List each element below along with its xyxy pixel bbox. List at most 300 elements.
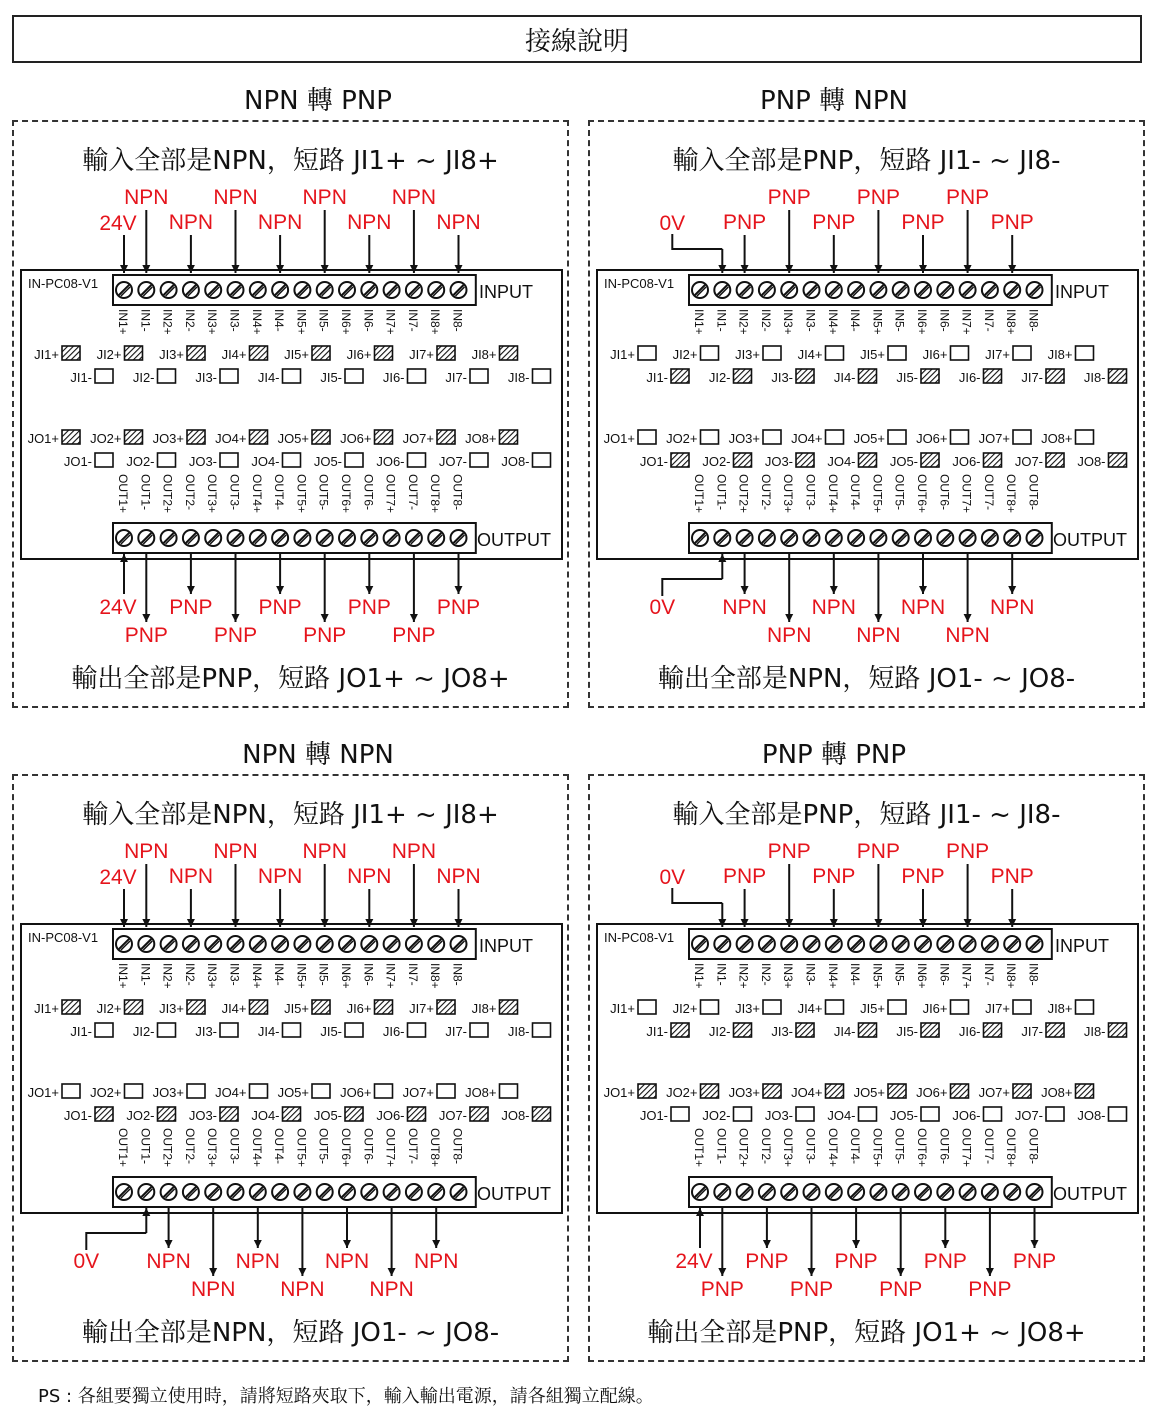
input-terminal-label: IN6- [937,309,952,332]
jumper-box [826,1084,844,1098]
jumper-label: JI4- [257,1024,280,1039]
input-terminal-label: IN2+ [160,963,175,989]
input-signal-label: NPN [302,186,347,209]
output-signal-arrow-head [388,1268,396,1276]
input-terminal-screw-15 [1004,282,1020,298]
input-terminal-screw-12 [937,282,953,298]
wiring-diagram [14,776,567,1360]
jumper-label: JI1- [646,370,668,385]
jumper-ji-plus [1048,346,1094,362]
output-terminal-screw-16 [451,1184,467,1200]
input-signal-label: NPN [257,211,303,234]
jumper-label: JO5- [313,1108,342,1123]
jumper-box [533,453,551,467]
jumper-label: JI8- [507,1024,530,1039]
jumper-label: JI7+ [409,1001,434,1016]
jumper-label: JI2+ [672,347,698,362]
jumper-jo-minus [890,453,939,469]
input-terminal-screw-10 [893,936,909,952]
input-terminal-label: IN2- [182,963,197,986]
jumper-box [1046,453,1064,467]
output-signal-label: NPN [369,1278,414,1301]
output-terminal-screw-7 [250,530,266,546]
output-signal-label: PNP [923,1250,967,1273]
output-terminal-label: OUT6- [937,474,952,510]
jumper-box [437,1084,455,1098]
jumper-jo-plus [403,430,455,446]
jumper-label: JO4+ [215,431,247,446]
jumper-box [158,1107,176,1121]
input-terminal-label: IN3- [803,963,818,986]
output-signal-arrow-head [897,1268,905,1276]
jumper-label: JI5- [896,370,918,385]
jumper-box [187,1000,205,1014]
output-terminal-label: OUT1+ [692,1128,706,1168]
jumper-label: JI8- [507,370,530,385]
output-terminal-screw-2 [714,530,730,546]
jumper-jo-minus [126,1107,175,1123]
jumper-box [701,430,719,444]
output-signal-arrow-head [142,614,150,622]
jumper-ji-plus [735,346,781,362]
input-terminal-screw-5 [205,936,221,952]
jumper-label: JI2- [708,370,731,385]
input-signal-label: PNP [901,865,945,888]
input-terminal-label: IN8- [450,309,465,332]
jumper-label: JO8+ [1041,431,1073,446]
output-signal-label: PNP [1012,1250,1057,1273]
jumper-box [250,1000,268,1014]
jumper-label: JO2- [126,454,155,469]
jumper-box [796,1023,814,1037]
output-terminal-label: OUT3- [803,1128,818,1164]
jumper-box [796,1107,814,1121]
output-terminal-label: OUT7- [405,474,420,510]
jumper-box [1013,346,1031,360]
jumper-label: JO5+ [277,431,309,446]
jumper-box [500,1084,518,1098]
input-terminal-label: IN2+ [736,963,751,989]
jumper-ji-minus [834,369,877,385]
input-terminal-label: IN2- [758,963,773,986]
jumper-box [62,346,80,360]
output-terminal-label: OUT4- [272,474,287,510]
output-terminal-screw-6 [228,1184,244,1200]
jumper-jo-minus [251,1107,300,1123]
input-terminal-label: IN8- [1026,309,1041,332]
output-terminal-screw-4 [183,1184,199,1200]
output-terminal-label: OUT5+ [294,474,309,514]
jumper-ji-plus [222,346,268,362]
jumper-ji-minus [1084,1023,1127,1039]
jumper-jo-minus [126,453,175,469]
jumper-label: JO6+ [340,1085,372,1100]
jumper-box [763,430,781,444]
output-terminal-label: OUT1- [714,1128,729,1164]
jumper-label: JO4+ [791,431,823,446]
output-terminal-screw-6 [804,1184,820,1200]
jumper-box [734,369,752,383]
input-terminal-label: IN4+ [825,309,840,335]
jumper-box [1046,1023,1064,1037]
output-terminal-screw-5 [205,530,221,546]
input-signal-label: NPN [257,865,303,888]
input-terminal-label: IN6+ [915,309,929,335]
jumper-label: JO8- [1077,454,1106,469]
jumper-label: JO4- [827,454,856,469]
input-terminal-screw-6 [228,936,244,952]
output-terminal-screw-2 [138,530,154,546]
jumper-box [859,453,877,467]
input-terminal-screw-10 [317,936,333,952]
output-note: 輸出全部是PNP，短路 JO1+ ~ JO8+ [647,1318,1086,1348]
input-signal-label: NPN [347,865,392,888]
jumper-box [1109,1023,1127,1037]
input-terminal-screw-16 [1027,282,1043,298]
ps-footnote: PS : 各組要獨立使用時，請將短路夾取下，輸入輸出電源，請各組獨立配線。 [38,1386,654,1407]
jumper-label: JO7+ [402,431,434,446]
output-terminal-screw-13 [384,1184,400,1200]
jumper-label: JO1+ [27,431,59,446]
jumper-box [951,346,969,360]
jumper-box [734,453,752,467]
jumper-box [671,453,689,467]
jumper-box [826,1000,844,1014]
output-signal-label: NPN [414,1250,459,1273]
jumper-label: JO3- [764,1108,793,1123]
input-terminal-screw-7 [250,936,266,952]
jumper-label: JI2- [132,1024,155,1039]
output-signal-label: NPN [767,624,812,647]
jumper-jo-plus [791,430,843,446]
input-terminal-screw-14 [982,936,998,952]
output-terminal-screw-11 [339,1184,355,1200]
jumper-jo-plus [215,430,267,446]
output-signal-arrow-head [298,1268,306,1276]
jumper-label: JI8+ [1047,1001,1073,1016]
board-model: IN-PC08-V1 [604,930,675,945]
wiring-diagram [590,776,1143,1360]
input-terminal-screw-2 [714,282,730,298]
jumper-jo-plus [90,430,142,446]
jumper-box [62,1084,80,1098]
jumper-label: JO5+ [853,431,885,446]
jumper-box [1109,1107,1127,1121]
output-terminal-screw-15 [428,530,444,546]
board-outline [21,270,562,559]
output-terminal-screw-3 [161,1184,177,1200]
jumper-ji-plus [798,346,844,362]
jumper-label: JI2+ [672,1001,698,1016]
output-terminal-label: OUT4+ [249,474,264,514]
jumper-jo-minus [439,453,488,469]
output-terminal-screw-8 [848,1184,864,1200]
jumper-label: JI8- [1083,1024,1106,1039]
input-terminal-label: IN3- [227,309,242,332]
jumper-box [470,453,488,467]
jumper-box [638,1084,656,1098]
jumper-jo-minus [952,1107,1001,1123]
board-model: IN-PC08-V1 [604,276,675,291]
jumper-ji-plus [735,1000,781,1016]
jumper-jo-plus [979,1084,1031,1100]
output-note: 輸出全部是NPN，短路 JO1- ~ JO8- [657,664,1076,694]
jumper-label: JO1+ [603,1085,635,1100]
input-terminal-screw-7 [250,282,266,298]
input-terminal-label: IN1- [138,963,153,986]
jumper-label: JI1- [70,1024,92,1039]
jumper-ji-plus [409,346,455,362]
output-signal-arrow-head [830,586,838,594]
board-outline [597,924,1138,1213]
output-terminal-screw-12 [361,1184,377,1200]
output-signal-label: PNP [879,1278,923,1301]
output-terminal-screw-11 [339,530,355,546]
input-signal-label: PNP [856,186,900,209]
jumper-label: JO1- [639,1108,668,1123]
jumper-label: JI6+ [346,347,372,362]
input-terminal-screw-3 [737,936,753,952]
output-signal-label: PNP [789,1278,834,1301]
output-terminal-screw-5 [205,1184,221,1200]
jumper-box [500,430,518,444]
jumper-label: JO8- [501,1108,530,1123]
input-terminal-label: IN1+ [692,963,706,989]
jumper-box [408,369,426,383]
input-terminal-screw-16 [1027,936,1043,952]
input-terminal-label: IN3+ [205,309,220,335]
jumper-box [734,1023,752,1037]
output-terminal-label: OUT2- [758,474,773,510]
jumper-box [533,369,551,383]
input-terminal-label: IN7+ [959,309,974,335]
jumper-box [921,369,939,383]
jumper-jo-plus [153,1084,205,1100]
input-terminal-label: IN5+ [870,963,885,989]
input-terminal-label: IN2- [758,309,773,332]
jumper-label: JO8+ [465,431,497,446]
input-terminal-label: IN4+ [249,309,264,335]
jumper-label: JO5- [313,454,342,469]
jumper-box [1046,1107,1064,1121]
output-terminal-label: OUT8+ [1004,1128,1019,1168]
jumper-ji-minus [771,369,814,385]
input-terminal-label: IN4- [848,309,863,332]
input-terminal-screw-12 [361,282,377,298]
input-terminal-screw-9 [294,282,310,298]
jumper-jo-minus [702,1107,751,1123]
wiring-panel-npn-to-npn [12,774,569,1362]
jumper-ji-plus [860,1000,906,1016]
output-terminal-screw-1 [116,1184,132,1200]
wiring-panel-npn-to-pnp [12,120,569,708]
jumper-label: JI6- [958,370,981,385]
output-signal-label: NPN [280,1278,325,1301]
jumper-box [95,1107,113,1121]
input-terminal-label: IN8+ [1004,309,1019,335]
jumper-label: JI5- [320,370,342,385]
input-note: 輸入全部是NPN，短路 JI1+ ~ JI8+ [82,800,499,830]
output-signal-arrow-head [232,614,240,622]
jumper-box [701,1000,719,1014]
input-terminal-screw-3 [161,936,177,952]
input-strip-label: INPUT [1055,282,1109,302]
jumper-ji-minus [320,1023,363,1039]
output-note: 輸出全部是NPN，短路 JO1- ~ JO8- [81,1318,500,1348]
output-terminal-screw-14 [406,1184,422,1200]
input-terminal-label: IN3- [227,963,242,986]
output-signal-label: NPN [811,596,856,619]
jumper-label: JI5+ [860,1001,885,1016]
output-strip-label: OUTPUT [477,530,551,550]
jumper-jo-plus [278,1084,330,1100]
jumper-label: JO3+ [152,1085,184,1100]
jumper-jo-minus [640,453,689,469]
output-signal-label: NPN [191,1278,236,1301]
jumper-ji-minus [508,369,551,385]
input-strip-label: INPUT [479,282,533,302]
output-terminal-label: OUT1- [138,1128,153,1164]
output-signal-label: NPN [146,1250,191,1273]
jumper-label: JO4+ [791,1085,823,1100]
output-signal-arrow-head [741,586,749,594]
jumper-label: JO4+ [215,1085,247,1100]
jumper-label: JO5+ [853,1085,885,1100]
input-terminal-screw-1 [692,936,708,952]
jumper-label: JI1+ [34,347,59,362]
jumper-box [220,369,238,383]
jumper-box [125,1000,143,1014]
jumper-box [1013,430,1031,444]
jumper-box [826,346,844,360]
jumper-label: JO6+ [916,1085,948,1100]
jumper-box [533,1107,551,1121]
output-terminal-screw-5 [781,1184,797,1200]
output-signal-label: NPN [900,596,946,619]
jumper-label: JI5+ [860,347,885,362]
output-signal-label: PNP [834,1250,878,1273]
output-terminal-label: OUT3- [227,1128,242,1164]
input-terminal-label: IN4+ [825,963,840,989]
input-terminal-label: IN6- [361,963,376,986]
jumper-jo-minus [1015,1107,1064,1123]
jumper-jo-minus [314,453,363,469]
input-supply-label: 0V [659,212,686,235]
output-supply-wire [86,1233,146,1250]
jumper-jo-minus [376,1107,425,1123]
jumper-label: JI3+ [159,347,184,362]
input-signal-label: NPN [391,186,437,209]
output-terminal-screw-2 [138,1184,154,1200]
output-terminal-label: OUT7+ [383,474,398,514]
jumper-jo-plus [854,430,906,446]
jumper-box [671,1023,689,1037]
jumper-label: JI5+ [284,1001,309,1016]
input-terminal-screw-6 [804,282,820,298]
input-terminal-screw-16 [451,282,467,298]
output-signal-label: PNP [968,1278,1012,1301]
output-terminal-label: OUT4+ [249,1128,264,1168]
output-terminal-label: OUT4- [272,1128,287,1164]
input-signal-label: NPN [124,186,169,209]
input-terminal-screw-6 [804,936,820,952]
input-signal-label: PNP [767,186,811,209]
output-terminal-label: OUT2- [182,1128,197,1164]
jumper-box [888,1084,906,1098]
jumper-box [1076,430,1094,444]
output-signal-arrow-head [763,1240,771,1248]
input-terminal-label: IN7- [981,309,996,332]
jumper-box [859,1107,877,1121]
jumper-box [95,369,113,383]
jumper-jo-plus [1041,1084,1093,1100]
input-supply-wire [672,888,722,903]
jumper-label: JO6- [376,454,405,469]
input-signal-label: NPN [168,865,214,888]
jumper-label: JO3- [188,1108,217,1123]
jumper-box [312,430,330,444]
input-signal-label: NPN [436,865,481,888]
input-terminal-screw-5 [205,282,221,298]
jumper-box [638,1000,656,1014]
output-note: 輸出全部是PNP，短路 JO1+ ~ JO8+ [71,664,510,694]
input-terminal-label: IN1+ [116,963,130,989]
jumper-box [125,346,143,360]
output-signal-label: PNP [700,1278,744,1301]
jumper-box [470,1023,488,1037]
jumper-box [187,430,205,444]
input-terminal-screw-11 [339,282,355,298]
jumper-label: JI1- [70,370,92,385]
input-terminal-screw-1 [692,282,708,298]
output-signal-arrow-head [852,1240,860,1248]
input-signal-label: NPN [213,186,258,209]
jumper-label: JI3- [195,1024,217,1039]
jumper-ji-plus [34,1000,80,1016]
jumper-ji-plus [34,346,80,362]
jumper-label: JI6- [958,1024,981,1039]
jumper-label: JO8- [1077,1108,1106,1123]
jumper-box [470,1107,488,1121]
input-strip-label: INPUT [1055,936,1109,956]
jumper-jo-plus [666,430,718,446]
jumper-jo-plus [729,430,781,446]
jumper-jo-minus [189,1107,238,1123]
output-terminal-label: OUT7- [981,1128,996,1164]
input-terminal-label: IN8+ [1004,963,1019,989]
jumper-ji-minus [383,1023,426,1039]
jumper-label: JI5- [896,1024,918,1039]
output-terminal-screw-9 [294,530,310,546]
output-terminal-screw-15 [1004,1184,1020,1200]
output-terminal-screw-7 [826,1184,842,1200]
output-signal-label: NPN [235,1250,280,1273]
input-terminal-screw-5 [781,282,797,298]
input-terminal-screw-8 [272,936,288,952]
jumper-ji-minus [896,1023,939,1039]
input-terminal-label: IN3- [803,309,818,332]
output-terminal-label: OUT1+ [116,1128,130,1168]
output-terminal-screw-3 [737,530,753,546]
jumper-jo-minus [376,453,425,469]
jumper-ji-plus [985,1000,1031,1016]
input-terminal-label: IN8- [1026,963,1041,986]
output-terminal-screw-13 [384,530,400,546]
jumper-box [859,369,877,383]
jumper-jo-plus [28,430,80,446]
input-terminal-screw-11 [339,936,355,952]
input-signal-label: PNP [946,840,990,863]
